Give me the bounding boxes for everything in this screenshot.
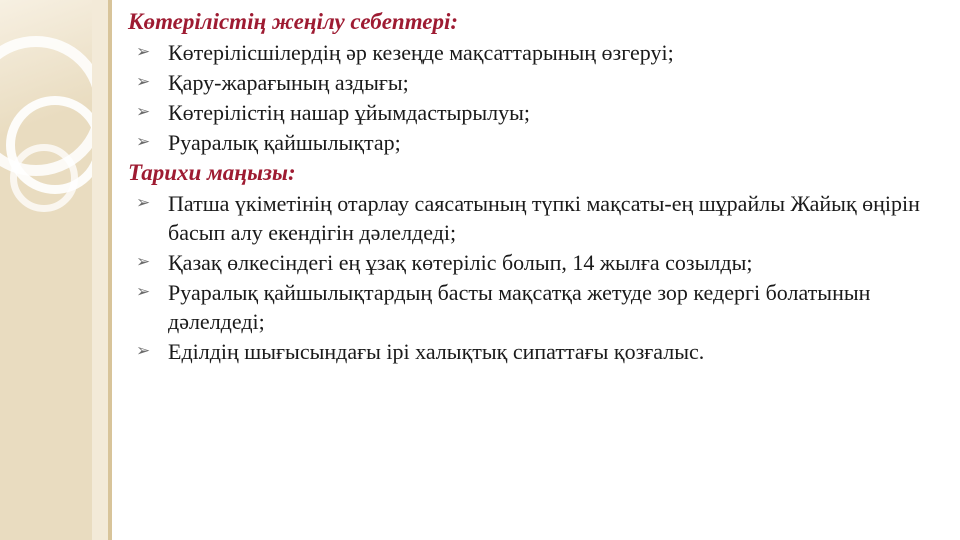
list-item-text: Руаралық қайшылықтардың басты мақсатқа жетуде зор кедергі болатынын дәлелдеді; — [168, 280, 871, 334]
list-item — [128, 278, 940, 336]
list-item-text: Қару-жарағының аздығы; — [168, 70, 409, 95]
list-item-text: Руаралық қайшылықтар; — [168, 130, 401, 155]
bullet-list-reasons — [128, 38, 940, 157]
bullet-arrow-icon: ➢ — [136, 282, 151, 302]
bullet-arrow-icon: ➢ — [136, 132, 151, 152]
list-item-text: Көтерілісшілердің әр кезеңде мақсаттарының өзгеруі; — [168, 40, 674, 65]
list-item — [128, 128, 940, 157]
list-item — [128, 189, 940, 247]
decorative-left-band — [0, 0, 112, 540]
list-item — [128, 248, 940, 277]
list-item-text: Көтерілістің нашар ұйымдастырылуы; — [168, 100, 531, 125]
bullet-list-significance — [128, 189, 940, 366]
bullet-arrow-icon: ➢ — [136, 193, 151, 213]
bullet-arrow-icon: ➢ — [136, 341, 151, 361]
slide-content — [128, 8, 940, 367]
bullet-arrow-icon: ➢ — [136, 72, 151, 92]
bullet-arrow-icon: ➢ — [136, 42, 151, 62]
decorative-ring-small — [10, 144, 78, 212]
section-heading-significance: Тарихи маңызы: — [128, 160, 296, 185]
bullet-arrow-icon: ➢ — [136, 102, 151, 122]
band-edge-stripe — [108, 0, 112, 540]
list-item — [128, 98, 940, 127]
list-item — [128, 38, 940, 67]
list-item — [128, 337, 940, 366]
list-item-text: Патша үкіметінің отарлау саясатының түпкі мақсаты-ең шұрайлы Жайық өңірін басып алу екендігін дәлелдеді; — [168, 191, 920, 245]
section-heading-reasons: Көтерілістің жеңілу себептері: — [128, 9, 459, 34]
list-item-text: Қазақ өлкесіндегі ең ұзақ көтеріліс болып, 14 жылға созылды; — [168, 250, 753, 275]
list-item — [128, 68, 940, 97]
list-item-text: Еділдің шығысындағы ірі халықтық сипаттағы қозғалыс. — [168, 339, 705, 364]
bullet-arrow-icon: ➢ — [136, 252, 151, 272]
